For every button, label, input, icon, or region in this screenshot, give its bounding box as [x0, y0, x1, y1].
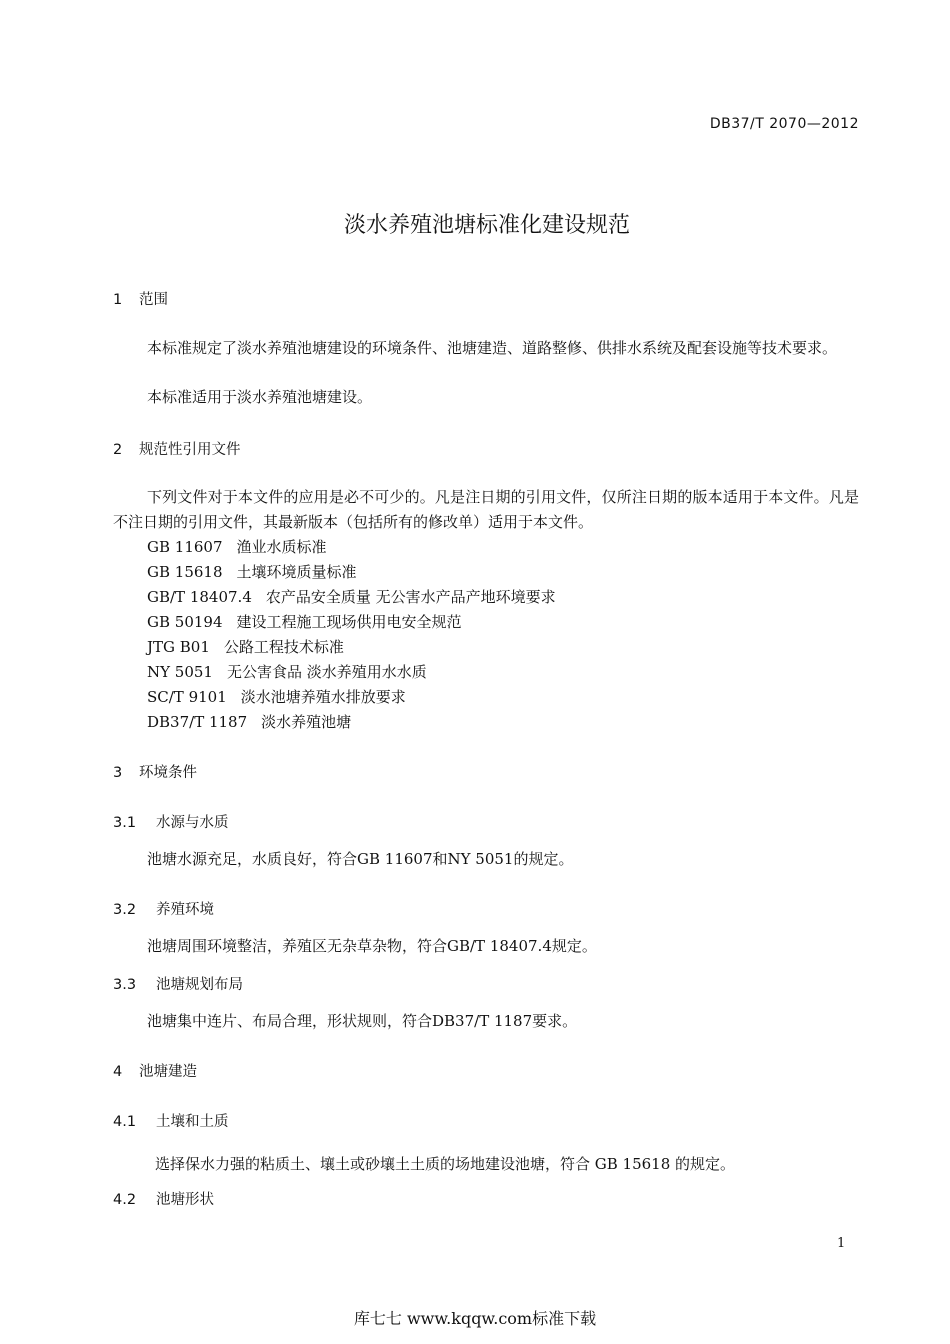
subsection-3-1-text: 池塘水源充足，水质良好，符合GB 11607和NY 5051的规定。: [147, 850, 574, 868]
section-1-paragraph-1: 本标准规定了淡水养殖池塘建设的环境条件、池塘建造、道路整修、供排水系统及配套设施等技术要求。: [147, 339, 838, 357]
subsection-number: 3.2: [113, 902, 137, 918]
reference-code: GB 11607: [147, 538, 223, 556]
section-2-heading: [113, 438, 241, 459]
reference-item: [147, 711, 351, 732]
document-code: DB37/T 2070—2012: [709, 116, 859, 132]
section-number: 2: [113, 442, 123, 458]
subsection-3-2-heading: [113, 898, 214, 919]
section-title: 范围: [139, 292, 168, 308]
subsection-title: 池塘形状: [156, 1192, 214, 1208]
subsection-3-3-heading: [113, 973, 243, 994]
reference-code: GB/T 18407.4: [147, 588, 252, 606]
subsection-title: 土壤和土质: [156, 1114, 229, 1130]
footer-watermark: 库七七 www.kqqw.com标准下载: [353, 1309, 597, 1328]
reference-name: 渔业水质标准: [236, 538, 327, 556]
section-1-heading: [113, 288, 168, 309]
subsection-4-2-heading: [113, 1188, 214, 1209]
section-title: 规范性引用文件: [139, 442, 241, 458]
reference-code: JTG B01: [147, 638, 210, 656]
reference-code: DB37/T 1187: [147, 713, 248, 731]
reference-name: 淡水养殖池塘: [261, 713, 352, 731]
reference-item: [147, 586, 556, 607]
reference-item: [147, 561, 357, 582]
subsection-number: 4.1: [113, 1114, 137, 1130]
section-title: 池塘建造: [139, 1064, 197, 1080]
reference-item: [147, 611, 462, 632]
subsection-4-1-text: 选择保水力强的粘质土、壤土或砂壤土土质的场地建设池塘，符合 GB 15618 的规定。: [155, 1155, 736, 1173]
subsection-number: 4.2: [113, 1192, 137, 1208]
subsection-number: 3.1: [113, 815, 137, 831]
subsection-title: 水源与水质: [156, 815, 229, 831]
section-number: 3: [113, 765, 123, 781]
reference-name: 淡水池塘养殖水排放要求: [240, 688, 406, 706]
page-number: 1: [837, 1236, 846, 1251]
subsection-4-1-heading: [113, 1110, 229, 1131]
subsection-title: 养殖环境: [156, 902, 214, 918]
section-1-paragraph-2: 本标准适用于淡水养殖池塘建设。: [147, 388, 373, 406]
reference-item: [147, 661, 427, 682]
reference-item: [147, 686, 406, 707]
reference-name: 无公害食品 淡水养殖用水水质: [226, 663, 427, 681]
section-number: 4: [113, 1064, 123, 1080]
subsection-title: 池塘规划布局: [156, 977, 243, 993]
section-title: 环境条件: [139, 765, 197, 781]
document-title: 淡水养殖池塘标准化建设规范: [343, 213, 630, 238]
reference-name: 公路工程技术标准: [223, 638, 344, 656]
subsection-3-1-heading: [113, 811, 229, 832]
reference-name: 土壤环境质量标准: [236, 563, 357, 581]
reference-item: [147, 536, 327, 557]
section-3-heading: [113, 761, 197, 782]
reference-code: SC/T 9101: [147, 688, 227, 706]
subsection-3-3-text: 池塘集中连片、布局合理，形状规则，符合DB37/T 1187要求。: [147, 1012, 578, 1030]
reference-code: GB 15618: [147, 563, 223, 581]
reference-item: [147, 636, 344, 657]
section-2-paragraph: 下列文件对于本文件的应用是必不可少的。凡是注日期的引用文件，仅所注日期的版本适用于本文件。凡是不注日期的引用文件，其最新版本（包括所有的修改单）适用于本文件。: [113, 488, 859, 531]
reference-name: 建设工程施工现场供用电安全规范: [236, 613, 462, 631]
section-4-heading: [113, 1060, 197, 1081]
reference-code: NY 5051: [147, 663, 213, 681]
reference-code: GB 50194: [147, 613, 223, 631]
subsection-3-2-text: 池塘周围环境整洁，养殖区无杂草杂物，符合GB/T 18407.4规定。: [147, 937, 597, 955]
section-number: 1: [113, 292, 123, 308]
reference-name: 农产品安全质量 无公害水产品产地环境要求: [265, 588, 556, 606]
subsection-number: 3.3: [113, 977, 137, 993]
